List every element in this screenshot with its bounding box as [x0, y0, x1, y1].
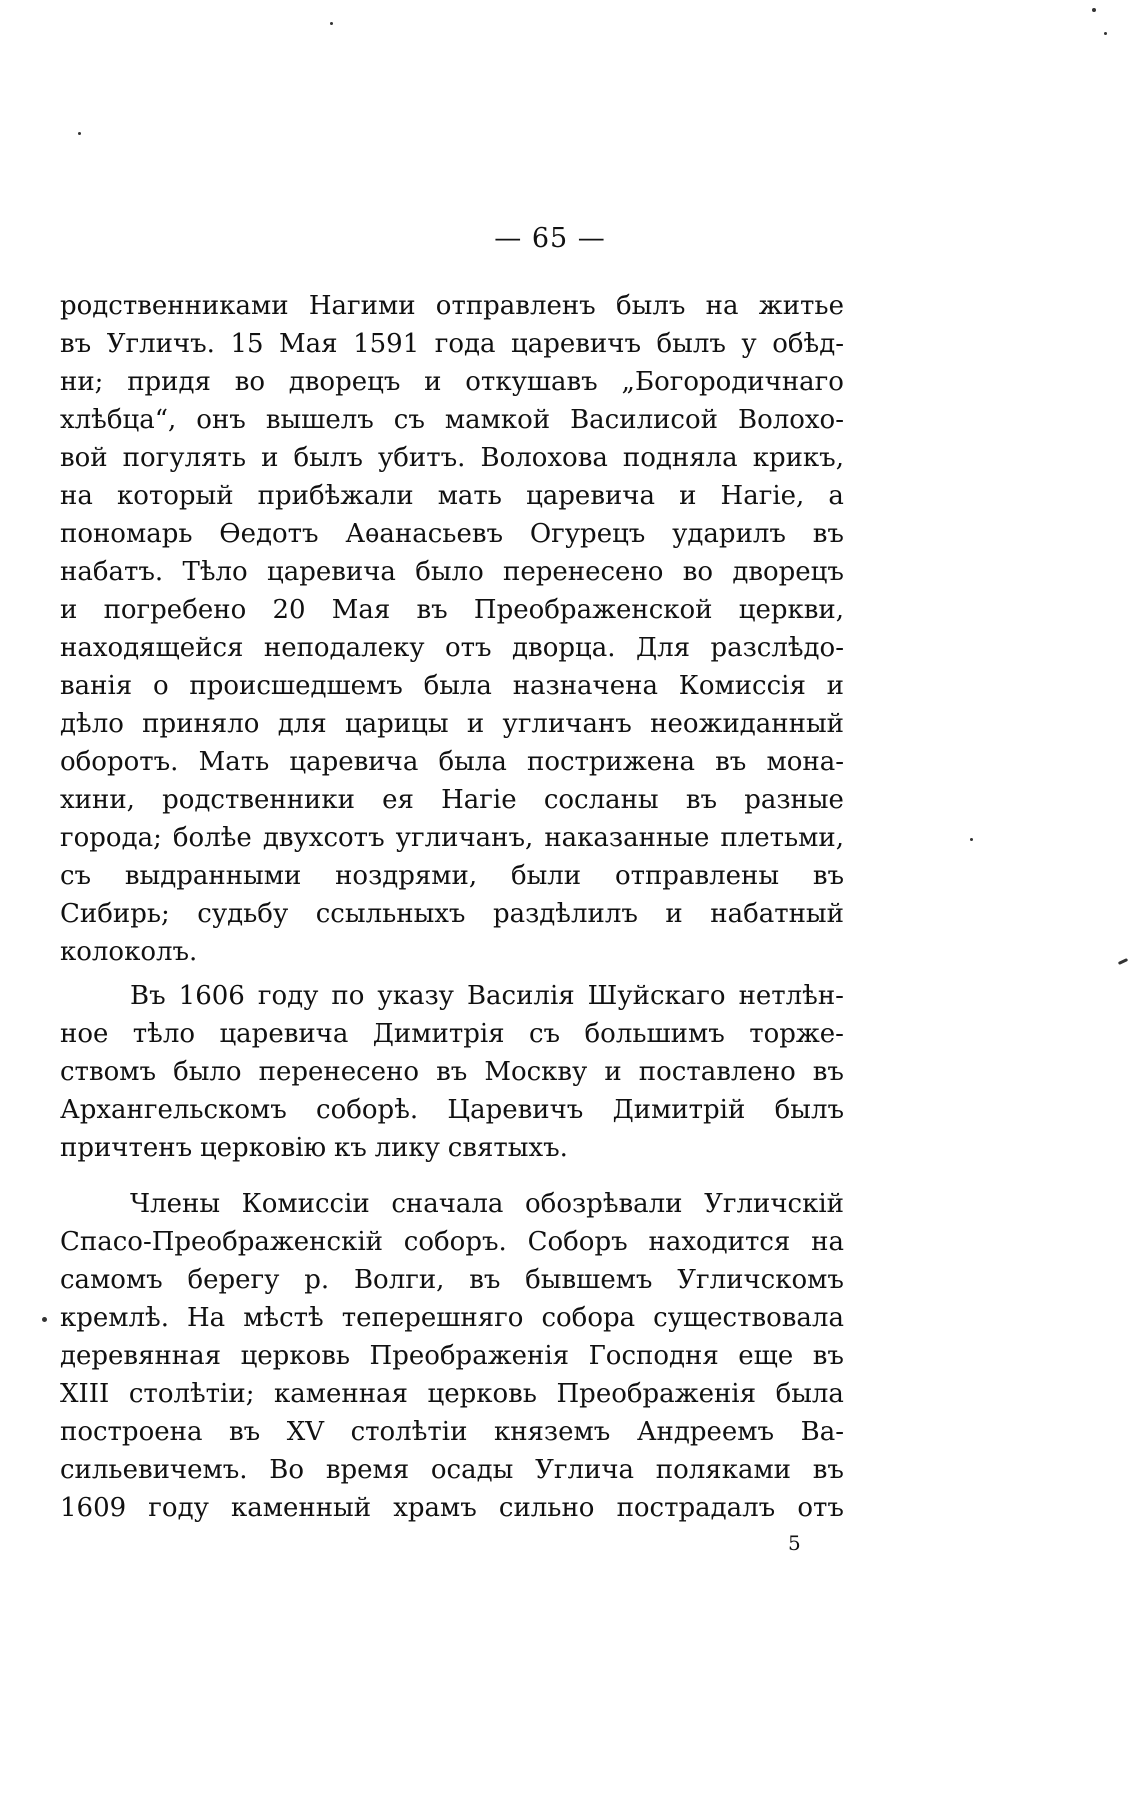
text-line: вой погулять и былъ убитъ. Волохова подняла крикъ,: [60, 443, 844, 473]
scan-speck: [78, 132, 81, 135]
page-number-text: — 65 —: [494, 223, 606, 254]
printer-signature-mark: 5: [788, 1531, 801, 1555]
text-line: колоколъ.: [60, 937, 198, 967]
text-line: Сибирь; судьбу ссыльныхъ раздѣлилъ и набатный: [60, 899, 844, 929]
text-line: ствомъ было перенесено въ Москву и поставлено въ: [60, 1057, 844, 1087]
text-line: ни; придя во дворецъ и откушавъ „Богородичнаго: [60, 367, 844, 397]
scan-speck: [1104, 32, 1107, 35]
scan-speck: [42, 1317, 47, 1322]
paragraph-3: [60, 1185, 844, 1527]
paragraph-2: [60, 977, 844, 1167]
text-line: набатъ. Тѣло царевича было перенесено во дворецъ: [60, 557, 844, 587]
text-line: Въ 1606 году по указу Василія Шуйскаго нетлѣн-: [130, 981, 844, 1011]
text-line: съ выдранными ноздрями, были отправлены въ: [60, 861, 844, 891]
page-number-header: [0, 222, 1140, 256]
text-line: родственниками Нагими отправленъ былъ на житье: [60, 291, 844, 321]
text-line: Члены Комиссіи сначала обозрѣвали Угличскій: [130, 1189, 844, 1219]
text-line: самомъ берегу р. Волги, въ бывшемъ Угличскомъ: [60, 1265, 844, 1295]
text-line: пономарь Ѳедотъ Аѳанасьевъ Огурецъ ударилъ въ: [60, 519, 844, 549]
text-line: ное тѣло царевича Димитрія съ большимъ торже-: [60, 1019, 844, 1049]
text-line: деревянная церковь Преображенія Господня еще въ: [60, 1341, 844, 1371]
scan-speck: [1092, 8, 1096, 12]
paragraph-1: [60, 287, 844, 971]
scan-speck: [970, 838, 973, 841]
text-line: и погребено 20 Мая въ Преображенской церкви,: [60, 595, 844, 625]
text-line: города; болѣе двухсотъ угличанъ, наказанные плетьми,: [60, 823, 844, 853]
scan-speck: [330, 22, 333, 25]
text-line: хини, родственники ея Нагіе сосланы въ разные: [60, 785, 844, 815]
text-line: кремлѣ. На мѣстѣ теперешняго собора существовала: [60, 1303, 844, 1333]
text-line: причтенъ церковію къ лику святыхъ.: [60, 1133, 568, 1163]
text-line: хлѣбца“, онъ вышелъ съ мамкой Василисой Волохо-: [60, 405, 844, 435]
text-line: XIII столѣтіи; каменная церковь Преображенія была: [60, 1379, 844, 1409]
text-line: 1609 году каменный храмъ сильно пострадалъ отъ: [60, 1493, 844, 1523]
text-line: сильевичемъ. Во время осады Углича поляками въ: [60, 1455, 844, 1485]
text-line: въ Угличъ. 15 Мая 1591 года царевичъ былъ у обѣд-: [60, 329, 844, 359]
scan-speck: [1118, 958, 1128, 965]
text-line: построена въ XV столѣтіи княземъ Андреемъ Ва-: [60, 1417, 844, 1447]
text-line: Архангельскомъ соборѣ. Царевичъ Димитрій былъ: [60, 1095, 844, 1125]
text-line: оборотъ. Мать царевича была пострижена въ мона-: [60, 747, 844, 777]
text-line: дѣло приняло для царицы и угличанъ неожиданный: [60, 709, 844, 739]
text-line: находящейся неподалеку отъ дворца. Для разслѣдо-: [60, 633, 844, 663]
text-line: ванія о происшедшемъ была назначена Комиссія и: [60, 671, 844, 701]
text-line: на который прибѣжали мать царевича и Нагіе, а: [60, 481, 844, 511]
text-line: Спасо-Преображенскій соборъ. Соборъ находится на: [60, 1227, 844, 1257]
